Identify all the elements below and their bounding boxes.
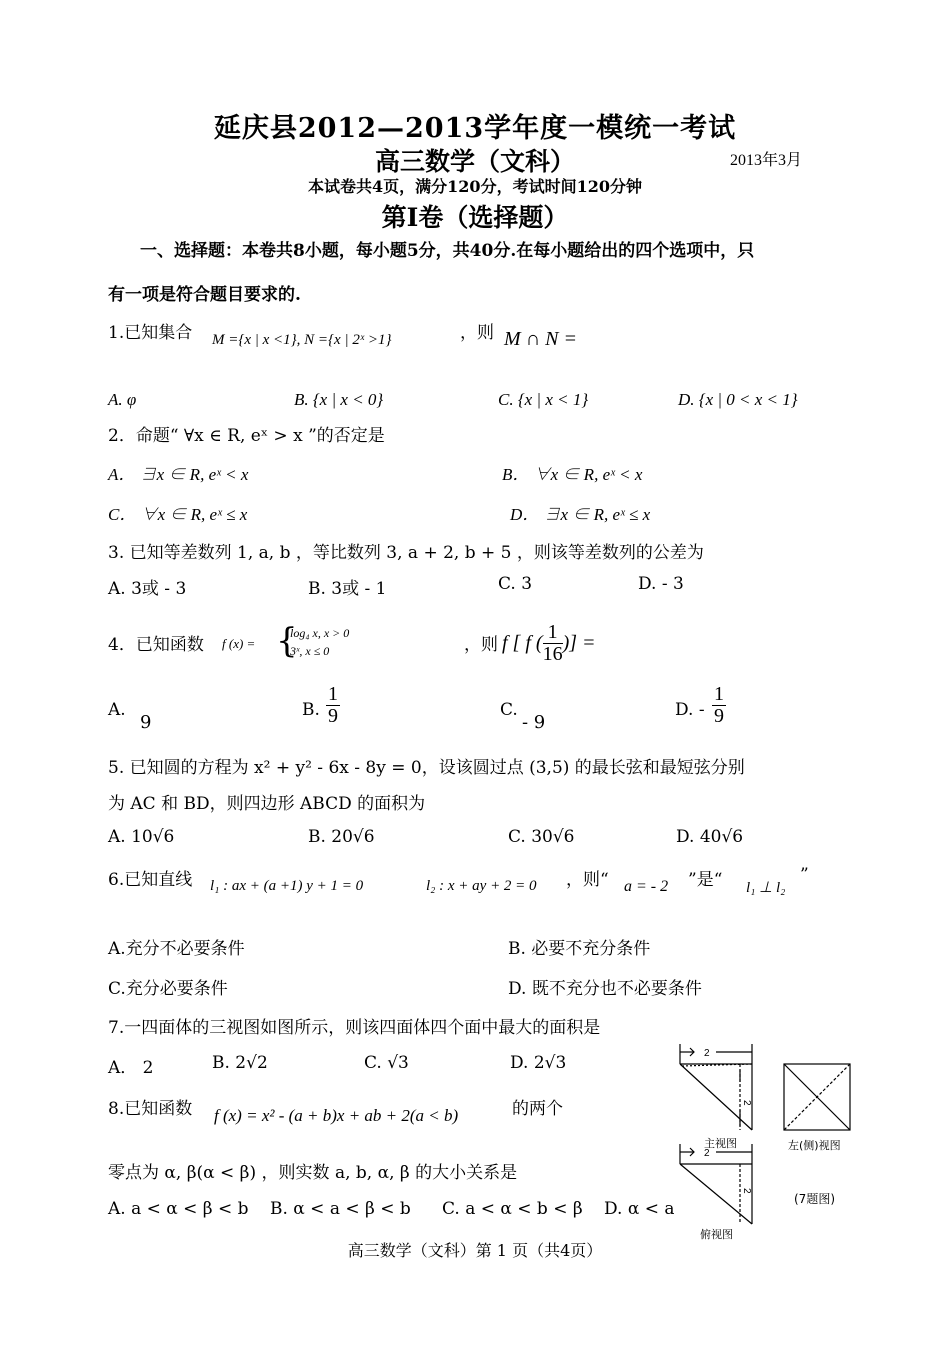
- q5-option-d: D. 40√6: [676, 827, 744, 847]
- exam-title: 延庆县2012—2013学年度一模统一考试: [213, 113, 737, 144]
- q1-option-c: C. {x | x < 1}: [498, 390, 589, 409]
- q8-stem: 8.已知函数: [108, 1099, 193, 1119]
- q1-formula: M ={x | x <1}, N ={x | 2ˣ >1}: [212, 332, 392, 348]
- q1-option-a: A. φ: [108, 390, 137, 409]
- q5-line2: 为 AC 和 BD，则四边形 ABCD 的面积为: [108, 794, 426, 814]
- q5-option-b: B. 20√6: [308, 827, 375, 847]
- q1-option-b: B. {x | x < 0}: [294, 390, 384, 409]
- top-view-label: 俯视图: [700, 1228, 733, 1241]
- q6-option-c: C.充分必要条件: [108, 979, 228, 999]
- q4-option-c-label: C.: [500, 700, 518, 720]
- q8-option-d: D. α < a: [604, 1199, 674, 1219]
- q2-option-b: B． ∀x ∈ R, eˣ < x: [502, 465, 643, 484]
- front-view-label: 主视图: [704, 1137, 737, 1150]
- q4-option-b-den: 9: [328, 705, 338, 727]
- q4-option-d-fraction: [712, 684, 726, 727]
- exam-date: 2013年3月: [730, 152, 803, 169]
- q4-piece-bottom: 3ˣ, x ≤ 0: [290, 644, 330, 658]
- side-view-label: 左(侧)视图: [788, 1139, 841, 1152]
- q6-option-b: B. 必要不充分条件: [508, 939, 651, 959]
- q4-stem-mid: ，则: [464, 635, 498, 655]
- q6-condition: a = - 2: [624, 878, 669, 895]
- q4-option-b-fraction: [326, 684, 340, 727]
- side-view-drawing: [784, 1064, 850, 1130]
- q2-stem: 2．命题“ ∀x ∈ R, eˣ > x ”的否定是: [108, 426, 385, 446]
- q7-stem: 7.一四面体的三视图如图所示，则该四面体四个面中最大的面积是: [108, 1018, 601, 1038]
- q2-option-c: C． ∀x ∈ R, eˣ ≤ x: [108, 505, 248, 524]
- page-footer: 高三数学（文科）第 1 页（共4页）: [347, 1241, 603, 1260]
- front-view-drawing: [680, 1044, 752, 1130]
- q5-option-c: C. 30√6: [508, 827, 575, 847]
- q6-stem: 6.已知直线: [108, 870, 193, 890]
- q5-line1: 5. 已知圆的方程为 x² + y² - 6x - 8y = 0，设该圆过点 (3,5) 的最长弦和最短弦分别: [108, 758, 745, 778]
- q4-target-pre: f [ f (: [502, 632, 543, 654]
- q4-option-a-label: A.: [108, 700, 126, 720]
- q3-option-d: D. - 3: [638, 574, 684, 594]
- q8-line2: 零点为 α, β(α < β) ，则实数 a, b, α, β 的大小关系是: [108, 1163, 518, 1183]
- q8-option-c: C. a < α < b < β: [442, 1199, 583, 1219]
- q4-fx: f (x) =: [222, 636, 256, 651]
- q1-stem: 1.已知集合: [108, 323, 193, 343]
- q6-stem-mid: ，则“: [566, 870, 609, 890]
- q4-brace: {: [276, 621, 298, 661]
- q1-option-d: D. {x | 0 < x < 1}: [678, 390, 798, 409]
- q6-stem-mid2: ”是“: [688, 870, 723, 890]
- q7-option-a: A． 2: [108, 1058, 154, 1078]
- q1-stem-mid: ，则: [460, 323, 494, 343]
- q4-option-b-num: 1: [328, 683, 338, 705]
- figure-caption: (7题图): [794, 1192, 835, 1206]
- q6-option-d: D. 既不充分也不必要条件: [508, 979, 702, 999]
- q8-formula: f (x) = x² - (a + b)x + ab + 2(a < b): [214, 1106, 459, 1125]
- exam-info: 本试卷共4页，满分120分，考试时间120分钟: [308, 177, 642, 196]
- front-view-dim-top: 2: [704, 1048, 710, 1059]
- top-view-dim-side: 2: [741, 1188, 752, 1194]
- q3-option-c: C. 3: [498, 574, 533, 594]
- q4-target: [502, 622, 596, 665]
- instructions-line2: 有一项是符合题目要求的.: [108, 285, 301, 305]
- instructions-line1: 一、选择题：本卷共8小题，每小题5分，共40分.在每小题给出的四个选项中，只: [140, 241, 755, 261]
- q6-conclusion: l₁ ⊥ l₂: [746, 880, 786, 896]
- front-view-dim-side: 2: [741, 1100, 752, 1106]
- q3-stem: 3. 已知等差数列 1, a, b ，等比数列 3, a + 2, b + 5 ，则该等差数列的公差为: [108, 543, 704, 563]
- q3-option-a: A. 3或 - 3: [108, 579, 187, 599]
- top-view-dim-top: 2: [704, 1148, 710, 1159]
- q4-option-d-num: 1: [714, 683, 724, 705]
- q6-option-a: A.充分不必要条件: [108, 939, 245, 959]
- q8-stem-end: 的两个: [512, 1099, 563, 1119]
- q2-option-d: D． ∃x ∈ R, eˣ ≤ x: [510, 505, 651, 524]
- q8-option-a: A. a < α < β < b: [108, 1199, 249, 1219]
- q6-stem-end: ”: [800, 865, 809, 885]
- section-title: 第Ⅰ卷（选择题）: [381, 203, 569, 232]
- q5-option-a: A. 10√6: [108, 827, 175, 847]
- q7-option-b: B. 2√2: [212, 1053, 268, 1073]
- q4-fraction-num: 1: [543, 622, 563, 644]
- q2-option-a: A． ∃x ∈ R, eˣ < x: [108, 465, 249, 484]
- top-view-drawing: [680, 1144, 752, 1224]
- q4-fraction: [543, 622, 563, 665]
- q4-option-b-label: B.: [302, 700, 320, 720]
- q1-target: M ∩ N =: [504, 328, 577, 350]
- q4-option-a-value: 9: [140, 712, 152, 733]
- q7-option-c: C. √3: [364, 1053, 409, 1073]
- q4-target-post: )] =: [562, 632, 596, 654]
- q4-fraction-den: 16: [542, 643, 563, 665]
- q4-piece-top: log₄ x, x > 0: [290, 626, 350, 640]
- q6-l1: l₁ : ax + (a +1) y + 1 = 0: [210, 878, 364, 894]
- q4-option-c-value: - 9: [522, 712, 546, 733]
- q8-option-b: B. α < a < β < b: [270, 1199, 411, 1219]
- q4-option-d-label: D. -: [675, 700, 705, 720]
- q6-l2: l₂ : x + ay + 2 = 0: [426, 878, 537, 894]
- q7-option-d: D. 2√3: [510, 1053, 567, 1073]
- q4-option-d-den: 9: [714, 705, 724, 727]
- q3-option-b: B. 3或 - 1: [308, 579, 387, 599]
- q4-stem: 4．已知函数: [108, 635, 204, 655]
- exam-subtitle: 高三数学（文科）: [374, 147, 575, 176]
